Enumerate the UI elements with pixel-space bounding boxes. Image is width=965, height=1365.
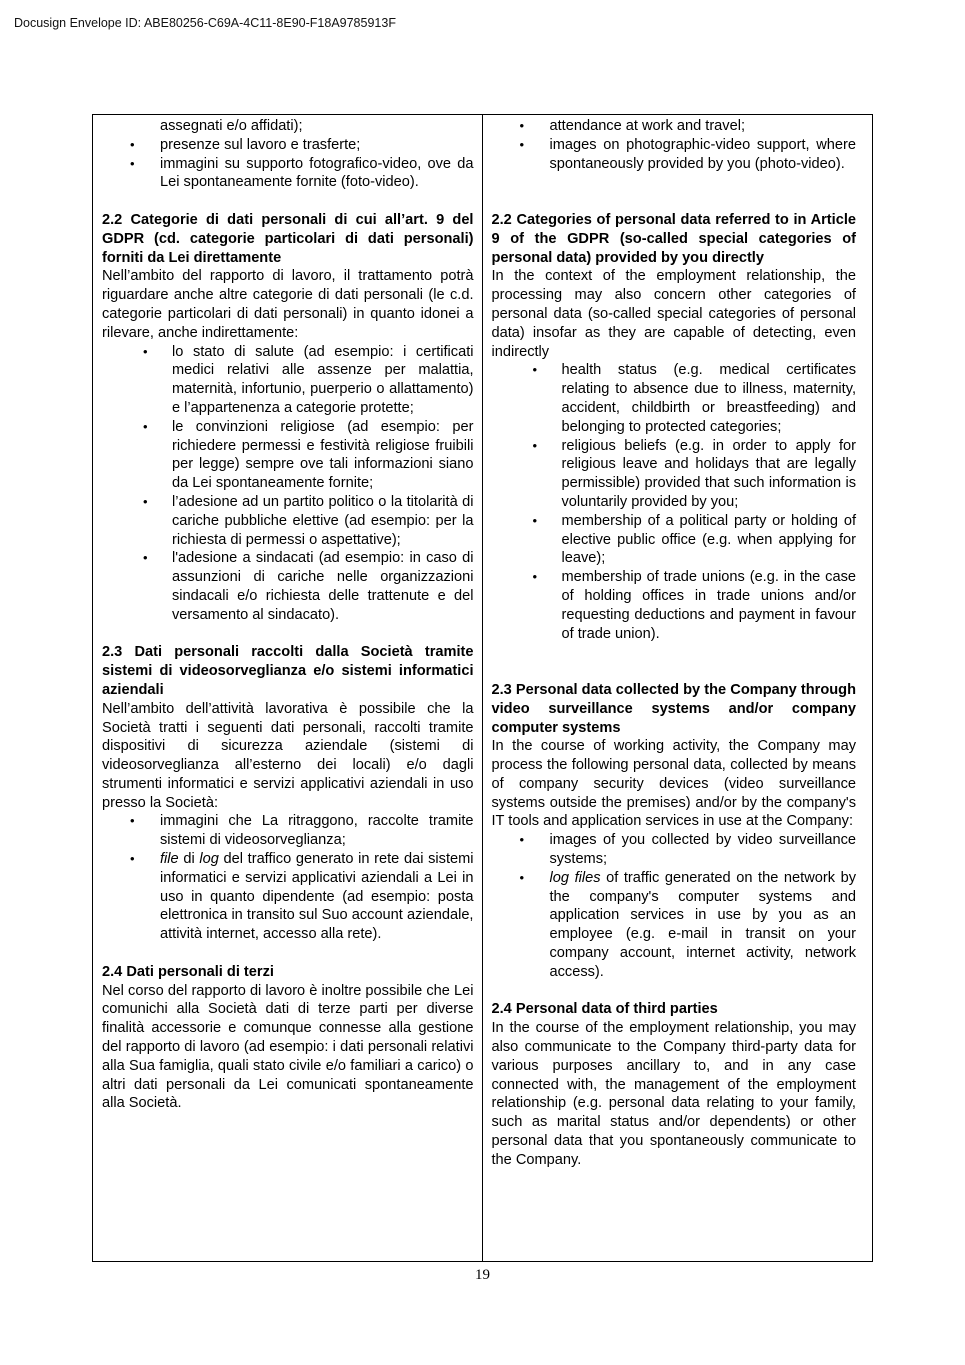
bullet-list [492, 361, 857, 643]
list-item: • images on photographic-video support, where spontaneously provided by you (photo-video). [550, 136, 857, 174]
section-body: Nell’ambito del rapporto di lavoro, il trattamento potrà riguardare anche altre categorie di dati personali (le c.d. categorie particolari di dati personali) in quanto idonei a rilevare, anche indirettamente: [102, 268, 474, 341]
page-number: 19 [475, 1267, 490, 1283]
list-item: • le convinzioni religiose (ad esempio: per richiedere permessi e festività religiose fruibili per legge) sempre ove tali informazioni siano da Lei spontaneamente fornite; [172, 418, 474, 493]
section-body: In the context of the employment relationship, the processing may also concern other categories of personal data (so-called special categories of personal data) insofar as they are capable of detecting, even indirectly [491, 268, 856, 360]
italic-term: log [199, 851, 219, 868]
text-fragment: di [178, 851, 200, 868]
list-item [160, 850, 474, 944]
section-title: 2.3 Personal data collected by the Company through video surveillance systems and/or company computer systems [491, 681, 856, 736]
section-body: Nell’ambito dell’attività lavorativa è possibile che la Società tratti i seguenti dati personali, raccolti tramite dispositivi di sicurezza aziendale (sistemi di videosorveglianza all’esterno dei locali) e/o dagli strumenti informatici e servizi applicativi aziendali in uso presso la Società: [102, 700, 474, 811]
italic-term: file [160, 851, 179, 868]
intro-bullet-list [492, 117, 857, 173]
bullet-list [102, 812, 474, 944]
section-body: Nel corso del rapporto di lavoro è inoltre possibile che Lei comunichi alla Società dati di terze parti per diverse finalità accessorie e comunque connesse alla gestione del rapporto di lavoro (ad esempio: i dati personali relativi alla Sua famiglia, quali stato civile e/o familiari a carico) o altri dati personali da Lei comunicati spontaneamente alla Società. [102, 982, 474, 1112]
section-body: In the course of working activity, the Company may process the following personal data, collected by means of company security devices (video surveillance systems outside the premises) and/or by the company's IT tools and application services in use at the Company: [491, 738, 856, 830]
section-title: 2.2 Categorie di dati personali di cui all’art. 9 del GDPR (cd. categorie particolari di dati personali) forniti da Lei direttamente [102, 211, 474, 266]
italic-term: log files [549, 869, 601, 886]
italian-column [93, 115, 483, 1261]
list-item: • images of you collected by video surveillance systems; [550, 831, 857, 869]
text-fragment: of traffic generated on the network by the company's computer systems and application services in use by you as an employee (e.g. e-mail in transit on your company account, internet activity, network access). [549, 869, 857, 980]
section-title: 2.4 Personal data of third parties [491, 1001, 718, 1018]
list-item: • lo stato di salute (ad esempio: i certificati medici relativi alle assenze per malattia, maternità, infortunio, puerperio o allattamento) e l’appartenenza a categorie protette; [172, 343, 474, 418]
bullet-list [102, 343, 474, 625]
list-item: • health status (e.g. medical certificates relating to absence due to illness, maternity, accident, childbirth or breastfeeding) and belonging to protected categories; [562, 361, 857, 436]
bilingual-table [92, 114, 873, 1262]
list-item: • attendance at work and travel; [550, 117, 857, 136]
section-body: In the course of the employment relationship, you may also communicate to the Company third-party data for various purposes ancillary to, and in any case connected with, the management of the employment relationship (e.g. personal data relating to your family, such as marital status and/or dependents) or other personal data that you spontaneously communicate to the Company. [491, 1020, 856, 1168]
text-fragment: del traffico generato in rete dai sistemi informatici e servizi applicativi aziendali a Lei in uso in quanto dipendente (ad esempio: posta elettronica in transito sul Suo account aziendale, attività internet, accesso alla rete). [160, 851, 474, 943]
envelope-id: Docusign Envelope ID: ABE80256-C69A-4C11-8E90-F18A9785913F [14, 16, 396, 30]
list-item [550, 869, 857, 982]
bullet-list [492, 831, 857, 981]
list-item: assegnati e/o affidati); [160, 118, 303, 134]
list-item: • immagini su supporto fotografico-video, ove da Lei spontaneamente fornite (foto-video). [160, 155, 474, 193]
english-column [483, 115, 873, 1261]
list-item: • l’adesione ad un partito politico o la titolarità di cariche pubbliche elettive (ad esempio: per la richiesta di permessi o aspettative); [172, 493, 474, 549]
section-title: 2.4 Dati personali di terzi [102, 963, 274, 980]
section-title: 2.2 Categories of personal data referred to in Article 9 of the GDPR (so-called special categories of personal data) provided by you directly [491, 211, 856, 266]
intro-bullet-list [102, 117, 474, 192]
section-title: 2.3 Dati personali raccolti dalla Società tramite sistemi di videosorveglianza e/o sistemi informatici aziendali [102, 644, 474, 698]
list-item: • membership of trade unions (e.g. in the case of holding offices in trade unions and/or requesting deductions and payment in favour of trade union). [562, 568, 857, 643]
list-item: • l'adesione a sindacati (ad esempio: in caso di assunzioni di cariche nelle organizzazioni sindacali e/o richiesta delle trattenute e del versamento al sindacato). [172, 549, 474, 624]
list-item: • membership of a political party or holding of elective public office (e.g. when applying for leave); [562, 512, 857, 568]
list-item: • presenze sul lavoro e trasferte; [160, 136, 474, 155]
list-item: • immagini che La ritraggono, raccolte tramite sistemi di videosorveglianza; [160, 812, 474, 850]
list-item: • religious beliefs (e.g. in order to apply for religious leave and holidays that are legally permissible) provided that such information is voluntarily provided by you; [562, 437, 857, 512]
